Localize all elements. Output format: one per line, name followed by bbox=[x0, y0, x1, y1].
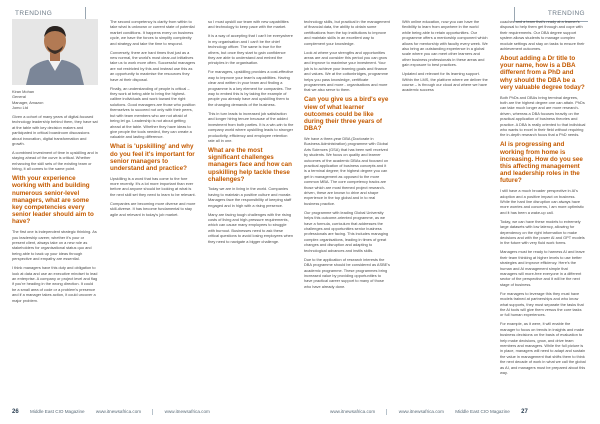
person-name: Kiran Mohan bbox=[12, 89, 35, 94]
paragraph: A combined investment of time in upskilling and in staying ahead of the curve is critical. Whether enhancing the skill sets of the existing team or hiring, it all comes to the same point. bbox=[12, 150, 98, 172]
section-tag-left: TRENDING bbox=[12, 7, 86, 22]
paragraph: Look at where your strengths and opportunities areas are and consider this period you can grow and improve to maximise your investment. Your job is to achieve your learning goals and finance and values. We at the cottonbridges, programme helps you pass knowledge, certificate programmes and more - organisations and more that we also serve to them. bbox=[304, 49, 389, 93]
section-tag-right: TRENDING bbox=[514, 7, 588, 22]
paragraph: Our programme with leading Global University helps this outcome-oriented programme, as we have a formula, curriculum that addresses the challenges and opportunities senior business professionals are facing. This includes managing complex organisations, leading in times of great changes and disruption and adapting to technological advances and instils skills. bbox=[304, 209, 389, 253]
footer-url[interactable]: www.itnewsafrica.com bbox=[164, 409, 210, 414]
paragraph: It is a way of accepting that I can't be everywhere in my organisation and I can't be the chief technology officer. The same is true for the others, but once they start to gain confidence they are able to understand and embed the principles in the organisation. bbox=[208, 33, 293, 66]
paragraph: Today, we can have these models to extremely large datasets with low latency, allowing for dependency on the right information to make decisions and with the power AI and GPT models in the future with very fluid work forms. bbox=[500, 218, 585, 246]
magazine-name: Middle East CIO Magazine bbox=[29, 409, 85, 414]
paragraph: Updated and relevant for its learning support. Within the LMS, the platform where we deliver the course – is through our cloud and where we have academic success bbox=[402, 71, 488, 93]
left-page-footer bbox=[12, 407, 220, 416]
paragraph: Many are facing tough challenges with the rising costs of living and high-pressure requirements, which can cause many employees to struggle with burnout. Businesses need to ask these critical questions to avoid losing employees when they need to navigate a bigger challenge. bbox=[208, 211, 293, 244]
left-column-1-text bbox=[12, 114, 98, 307]
left-column-2 bbox=[110, 19, 196, 221]
paragraph: Due to the application of research interests the DBA programme should be considered as ASBE's academic programme. These programmes bring increased value by providing opportunities to have practical career support to many of those who have already done. bbox=[304, 256, 390, 289]
right-page-footer bbox=[330, 407, 538, 416]
question-heading: With your experience working with and building numerous senior-level managers, what are some key competencies every senior leader should aim to have? bbox=[12, 175, 94, 226]
paragraph: We have a three-year DBA (Doctorate in Business Administration) programme with Global Arts Sciences (GSA) that has been well received by students. We focus on quality and learner outcomes of the academic DBAs and focused on practical application of business concepts and it is a terminal degree; the highest degree you can get in management as opposed to the more common MBA. The core competency tracks are those which are most themed project research-driven, these are known to drive and shape experience in the top global and in to real business practice. bbox=[304, 135, 389, 206]
paragraph: Companies are becoming more diverse and more skill-diverse. It has become fundamental to stay agile and relevant in today's job market. bbox=[110, 200, 196, 217]
paragraph: I still have a much broader perspective in AI's adoption and a positive impact on business. While the hard line disruption can always have more worries and concerns, I am more optimistic and it has been a wake-up call. bbox=[500, 188, 584, 215]
paragraph: For example, as it were, it will enable the manager to focus on trends in insights and make business decisions on the basis of evaluation to help make decisions, grow, and drive team members and managers. While the full picture is in place, managers will need to adapt and sustain the value in management that shifts them to think the next decade of work in what we call the global as AI, and managers must be prepared about this way. bbox=[500, 321, 586, 376]
paragraph: coaches and a team that's ready at a learner's disposal to help them get through and cope with their requirements. Our DBA degree support system allows students to manage complex module settings and stay on tasks to ensure their achievement outcomes. bbox=[500, 19, 585, 52]
footer-url[interactable]: www.itnewsafrica.com bbox=[398, 409, 444, 414]
paragraph: The first one is independent strategic thinking. As you leadership career, whether it's your or present client, always take on a new role as stakeholders for organisational status quo and being able to back up your ideas through perspective and empathy are essential. bbox=[12, 229, 97, 262]
footer-divider bbox=[152, 409, 153, 415]
person-title-1: General bbox=[12, 94, 26, 100]
right-column-2 bbox=[402, 19, 488, 96]
paragraph: Today we are in living in the world. Companies having to maintain a positive culture and morale. Managers face the responsibility of keeping staff engaged and in high with a rising presence. bbox=[208, 186, 292, 208]
paragraph: The second competency is clarity from within to take what is unknown or current state of potential market conditions. It happens every on business cycle, we have the forces to simplify complexity and strategy and take the time to respond. bbox=[110, 19, 195, 46]
left-page bbox=[12, 19, 296, 402]
paragraph: Given a cohort of many years of digital-focused technology leadership behind them, they have sat at the table with key decision makers and participated in critical boardroom discussions about innovation, digital transformation and growth. bbox=[12, 114, 98, 147]
person-title-3: Jomo Ltd bbox=[12, 105, 29, 111]
footer-url[interactable]: www.itnewsafrica.com bbox=[95, 409, 142, 414]
photo-caption bbox=[12, 89, 98, 111]
paragraph: This in turn leads to increased job satisfaction and longer hiring tenure because of the added investment from both parties. It is a win-win to the company world where upskilling leads to stronger productivity, efficiency and employee retention rate all in one. bbox=[208, 110, 294, 143]
paragraph: technology skills, but practical in the management of financial data, the ability to obtain some certifications from the top institutions to improve and maintain skills in an excellent way to complement your knowledge. bbox=[304, 19, 390, 46]
footer-divider bbox=[386, 409, 387, 415]
paragraph: Conversely, there are hard times that just as a new normal, the world's most clear-cut initiatives take us to work more often. Successful managers are not restricted by this and instead use this as an opportunity to maximise the resources they have at their disposal. bbox=[110, 49, 196, 82]
paragraph: I think managers have this duty and obligation to look at data and use an executive mindset to lead an enterprise. A company or project level and flag if you're heading in the wrong direction. It could be a small area of code or a problem's presence and if a manager takes action, it could uncover a major problem. bbox=[12, 265, 98, 303]
paragraph: For managers to leverage this they must have models trained at partnerships and who know what supports, they must separate the tasks that the AI tools will give them versus the core tasks or full human experiences. bbox=[500, 290, 584, 318]
right-column-3 bbox=[500, 19, 586, 379]
left-column-3 bbox=[208, 19, 294, 248]
paragraph: Both PhDs and DBAs bring terminal degrees, both are the highest degree one can attain. PhDs can take much longer and are more research-driven, whereas a DBA focuses heavily on the practical application of business theories and practice. A DBA is really oriented to that individual who wants to excel in their field without requiring the in-depth research focus that a PhD needs. bbox=[500, 94, 586, 138]
page-number: 27 bbox=[521, 409, 528, 415]
paragraph: Managers must be ready to harness AI and leave their team thinking at higher levels to use better strategies and improve efficiency. Here's the human and AI management simple that managers will more-free everyone in a different sector of the perspective and it will be the next stage of business. bbox=[500, 249, 585, 287]
question-heading: What are the most significant challenges managers face and how can upskilling help tackle these challenges? bbox=[208, 146, 292, 183]
question-heading: About adding a Dr title to your name, how is a DBA different from a PhD and why should the DBA be a very valuable degree today? bbox=[500, 55, 585, 91]
paragraph: For managers, upskilling provides a cost-effective way to improve your team's capabilities. Having clear and written in your team and finding a programme is a key element for companies. The way to embed this is by taking the example of people you already have and upskilling them to the changing demands of the business. bbox=[208, 69, 294, 107]
paragraph: Finally, an understanding of people is critical – they work at being able to bring the highest-calibre individuals and work toward the right solutions. Good managers are those who position themselves to succeed not only with their peers, but with team members who are not afraid of being let go. Leadership is not about getting ahead at the table. Whether they have ideas to give people the tools needed, they can create a valuable and lasting difference. bbox=[110, 85, 196, 140]
paragraph: With online education, now you can have the flexibility to learn from anywhere in the world while being able to retain opportunities. Our programme offers a mentorship component which allows for mentorship with faculty every week. We also bring an outstanding experience in a global scale where you can meet other learners and other business professionals in these areas and gain exposure to best practices. bbox=[402, 19, 488, 68]
left-column-1 bbox=[12, 19, 98, 115]
magazine-name: Middle East CIO Magazine bbox=[455, 409, 510, 414]
page-number: 26 bbox=[12, 409, 19, 415]
paragraph: so I must upskill our team with new capabilities and technology to keep pace with the market. bbox=[208, 19, 289, 30]
right-page bbox=[304, 19, 588, 402]
question-heading: AI is progressing and working from home is increasing. How do you see this affecting management and leadership roles in the future? bbox=[500, 141, 583, 185]
person-illustration bbox=[12, 19, 98, 85]
footer-url[interactable]: www.itnewsafrica.com bbox=[330, 409, 376, 414]
paragraph: Upskilling is a word that has come to the fore more recently. It's a lot more important than ever before and anyone should be looking at what is the next skill set they need to learn to be relevant. bbox=[110, 175, 196, 197]
person-title-2: Manager, Amazon bbox=[12, 99, 44, 105]
portrait-photo bbox=[12, 19, 98, 85]
right-column-1 bbox=[304, 19, 390, 293]
question-heading: What is 'upskilling' and why do you feel it's important for senior managers to understand and practice? bbox=[110, 143, 195, 172]
question-heading: Can you give us a bird's eye view of what learner outcomes could be like during their three years of DBA? bbox=[304, 96, 389, 133]
